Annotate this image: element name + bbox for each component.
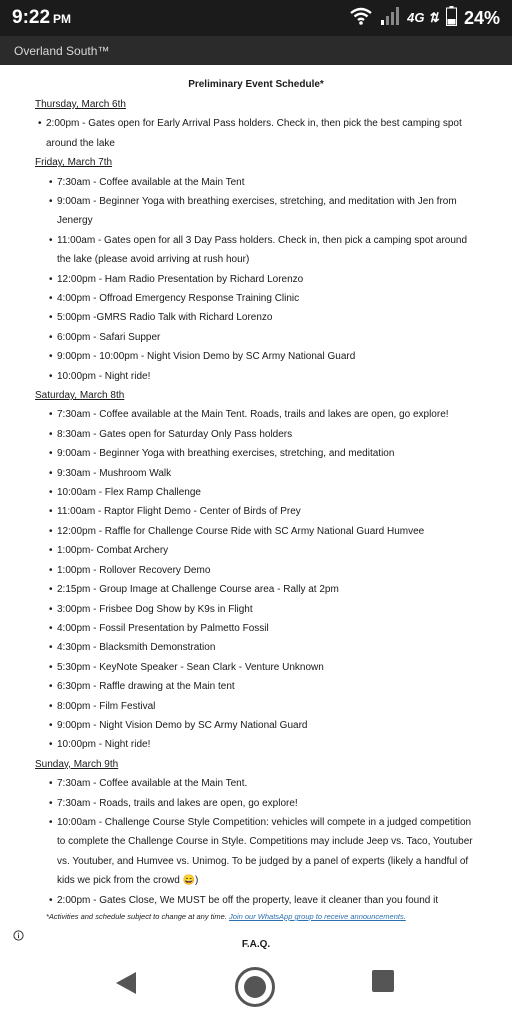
event-item: • 6:00pm - Safari Supper [0,328,512,347]
day-heading: Sunday, March 9th [35,758,119,770]
event-item: • 9:30am - Mushroom Walk [0,464,512,483]
event-item: • 9:00am - Beginner Yoga with breathing exercises, stretching, and meditation [0,444,512,463]
battery-icon [446,6,457,31]
event-item: • 11:00am - Raptor Flight Demo - Center of Birds of Prey [0,502,512,521]
event-item: • 7:30am - Roads, trails and lakes are open, go explore! [0,794,512,813]
event-list [0,173,512,386]
event-item: • 4:00pm - Offroad Emergency Response Training Clinic [0,289,512,308]
day-section [0,386,512,755]
day-section [0,95,512,153]
event-item: • 10:00am - Flex Ramp Challenge [0,483,512,502]
day-heading: Friday, March 7th [35,157,113,169]
footnote [0,910,512,924]
status-bar [0,0,512,36]
back-button[interactable] [112,968,140,1003]
footnote-text: *Activities and schedule subject to change at any time. [46,912,227,921]
home-icon [233,965,277,1009]
event-item: • 7:30am - Coffee available at the Main Tent. [0,774,512,793]
event-item: • 4:30pm - Blacksmith Demonstration [0,638,512,657]
signal-icon [380,6,400,31]
schedule-days [0,95,512,910]
event-list [0,114,512,153]
back-icon [112,968,140,998]
event-item: • 2:00pm - Gates Close, We MUST be off the property, leave it cleaner than you found it [0,891,512,910]
recents-icon [370,968,396,994]
event-item: • 9:00pm - 10:00pm - Night Vision Demo by SC Army National Guard [0,347,512,366]
event-item: • 11:00am - Gates open for all 3 Day Pass holders. Check in, then pick a camping spot around the lake (please avoid arriving at rush hour) [0,231,512,270]
event-item: • 5:00pm -GMRS Radio Talk with Richard Lorenzo [0,308,512,327]
event-list [0,405,512,754]
schedule-title: Preliminary Event Schedule* [188,79,324,90]
wifi-icon [349,6,373,31]
app-title: Overland South™ [14,44,110,58]
event-item: • 7:30am - Coffee available at the Main Tent. Roads, trails and lakes are open, go explore! [0,405,512,424]
faq-heading[interactable]: F.A.Q. [241,939,271,950]
status-ampm: PM [53,12,72,26]
event-item: • 9:00am - Beginner Yoga with breathing exercises, stretching, and meditation with Jen from Jenergy [0,192,512,231]
status-time: 9:22 PM [12,7,72,28]
event-item: • 12:00pm - Raffle for Challenge Course Ride with SC Army National Guard Humvee [0,522,512,541]
data-arrows-icon: ⇅ [428,10,439,25]
status-icons [342,6,500,30]
event-item: • 3:00pm - Frisbee Dog Show by K9s in Flight [0,600,512,619]
home-button[interactable] [233,965,277,1014]
event-item: • 1:00pm- Combat Archery [0,541,512,560]
day-heading: Saturday, March 8th [35,390,125,402]
event-item: • 2:00pm - Gates open for Early Arrival Pass holders. Check in, then pick the best camping spot around the lake [0,114,512,153]
whatsapp-link[interactable]: Join our WhatsApp group to receive announcements. [229,912,406,921]
event-item: • 10:00am - Challenge Course Style Competition: vehicles will compete in a judged competition to complete the Challenge Course in Style. Competitions may include Jeep vs. Taco, Youtuber vs. Youtuber, and Humvee vs. Unimog. To be judged by a panel of experts (likely a handful of kids we pick from the crowd 😄) [0,813,512,891]
event-item: • 8:30am - Gates open for Saturday Only Pass holders [0,425,512,444]
event-item: • 12:00pm - Ham Radio Presentation by Richard Lorenzo [0,270,512,289]
event-item: • 8:00pm - Film Festival [0,697,512,716]
day-heading: Thursday, March 6th [35,99,126,110]
battery-percent: 24% [463,7,500,28]
app-bar [0,36,512,65]
navigation-bar [0,960,512,1024]
event-item: • 6:30pm - Raffle drawing at the Main tent [0,677,512,696]
event-item: • 2:15pm - Group Image at Challenge Course area - Rally at 2pm [0,580,512,599]
event-item: • 4:00pm - Fossil Presentation by Palmetto Fossil [0,619,512,638]
schedule-content[interactable] [0,65,512,960]
event-item: • 7:30am - Coffee available at the Main Tent [0,173,512,192]
event-item: • 9:00pm - Night Vision Demo by SC Army National Guard [0,716,512,735]
event-item: • 1:00pm - Rollover Recovery Demo [0,561,512,580]
day-section [0,153,512,386]
day-section [0,755,512,910]
event-list [0,774,512,910]
recents-button[interactable] [370,968,396,999]
event-item: • 10:00pm - Night ride! [0,367,512,386]
event-item: • 5:30pm - KeyNote Speaker - Sean Clark - Venture Unknown [0,658,512,677]
event-item: • 10:00pm - Night ride! [0,735,512,754]
network-type: 4G ⇅ [407,10,439,25]
